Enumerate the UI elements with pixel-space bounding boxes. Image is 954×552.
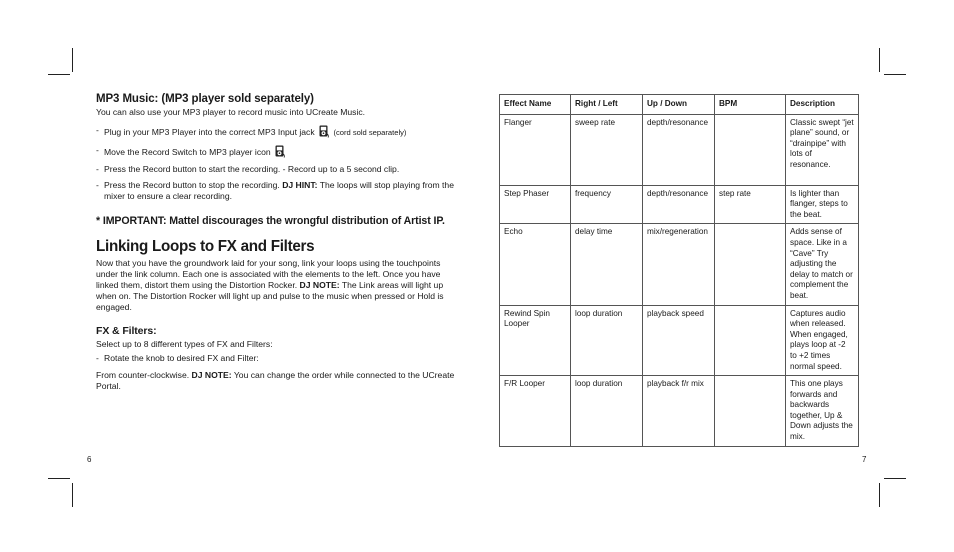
mp3-player-icon — [319, 125, 329, 138]
table-cell: Captures audio when released. When engaged, plays loop at -2 to +2 times normal speed. — [786, 305, 859, 376]
mp3-step-3: - Press the Record button to start the recording. - Record up to a 5 second clip. — [96, 164, 456, 175]
table-cell — [715, 114, 786, 185]
table-cell: Classic swept “jet plane” sound, or “drainpipe” with lots of resonance. — [786, 114, 859, 185]
column-header: BPM — [715, 95, 786, 115]
crop-mark — [48, 74, 70, 75]
table-cell: depth/resonance — [643, 114, 715, 185]
linking-body: Now that you have the groundwork laid for your song, link your loops using the touchpoints under the link column. Each one is associated with the elements to the left. Once you have linked them, distort them using the Distortion Rocker. DJ NOTE: The Link areas will light up when on. The Distortion Rocker will light up and pulse to the music when pressed or Hold is engaged. — [96, 258, 444, 312]
mp3-step-2: - Move the Record Switch to MP3 player icon — [96, 145, 456, 158]
table-cell: This one plays forwards and backwards together, Up & Down adjusts the mix. — [786, 376, 859, 447]
mp3-steps — [96, 125, 456, 201]
important-notice: * IMPORTANT: Mattel discourages the wrongful distribution of Artist IP. — [96, 215, 445, 227]
table-cell: Adds sense of space. Like in a “Cave” Try adjusting the delay to match or complement the beat. — [786, 224, 859, 305]
table-cell: step rate — [715, 185, 786, 224]
table-cell: delay time — [571, 224, 643, 305]
crop-mark — [879, 48, 880, 72]
table-cell: F/R Looper — [500, 376, 571, 447]
table-row — [500, 305, 859, 376]
table-row — [500, 376, 859, 447]
column-header: Up / Down — [643, 95, 715, 115]
fx-section-title: FX & Filters: — [96, 325, 157, 337]
mp3-step-1: - Plug in your MP3 Player into the correct MP3 Input jack (cord sold separately) — [96, 125, 456, 139]
table-cell: Flanger — [500, 114, 571, 185]
fx-table-container — [499, 94, 858, 447]
page-number-right: 7 — [862, 455, 867, 464]
table-cell: playback f/r mix — [643, 376, 715, 447]
linking-title: Linking Loops to FX and Filters — [96, 238, 315, 255]
column-header: Effect Name — [500, 95, 571, 115]
crop-mark — [48, 478, 70, 479]
left-page-content — [96, 93, 456, 392]
column-header: Right / Left — [571, 95, 643, 115]
mp3-section-title: MP3 Music: (MP3 player sold separately) — [96, 93, 314, 105]
table-cell — [715, 224, 786, 305]
table-cell: loop duration — [571, 305, 643, 376]
table-cell: depth/resonance — [643, 185, 715, 224]
column-header: Description — [786, 95, 859, 115]
crop-mark — [72, 483, 73, 507]
table-cell: loop duration — [571, 376, 643, 447]
fx-table — [499, 94, 859, 447]
crop-mark — [884, 74, 906, 75]
mp3-player-icon — [275, 145, 285, 158]
table-cell — [715, 305, 786, 376]
crop-mark — [72, 48, 73, 72]
table-cell: Is lighter than flanger, steps to the beat. — [786, 185, 859, 224]
table-header-row — [500, 95, 859, 115]
table-cell: sweep rate — [571, 114, 643, 185]
table-cell: Step Phaser — [500, 185, 571, 224]
table-cell: Echo — [500, 224, 571, 305]
page-number-left: 6 — [87, 455, 92, 464]
table-cell: playback speed — [643, 305, 715, 376]
mp3-intro: You can also use your MP3 player to record music into UCreate Music. — [96, 107, 366, 117]
table-cell: mix/regeneration — [643, 224, 715, 305]
fx-step-1: - Rotate the knob to desired FX and Filter: — [96, 353, 456, 364]
mp3-step-4: - Press the Record button to stop the recording. DJ HINT: The loops will stop playing from the mixer to ensure a clear recording. — [96, 180, 456, 201]
crop-mark — [879, 483, 880, 507]
table-cell: frequency — [571, 185, 643, 224]
table-cell — [715, 376, 786, 447]
fx-steps — [96, 353, 456, 364]
table-row — [500, 224, 859, 305]
table-cell: Rewind Spin Looper — [500, 305, 571, 376]
crop-mark — [884, 478, 906, 479]
table-row — [500, 185, 859, 224]
fx-intro: Select up to 8 different types of FX and Filters: — [96, 339, 273, 349]
table-row — [500, 114, 859, 185]
fx-closing: From counter-clockwise. DJ NOTE: You can change the order while connected to the UCreate Portal. — [96, 369, 455, 391]
